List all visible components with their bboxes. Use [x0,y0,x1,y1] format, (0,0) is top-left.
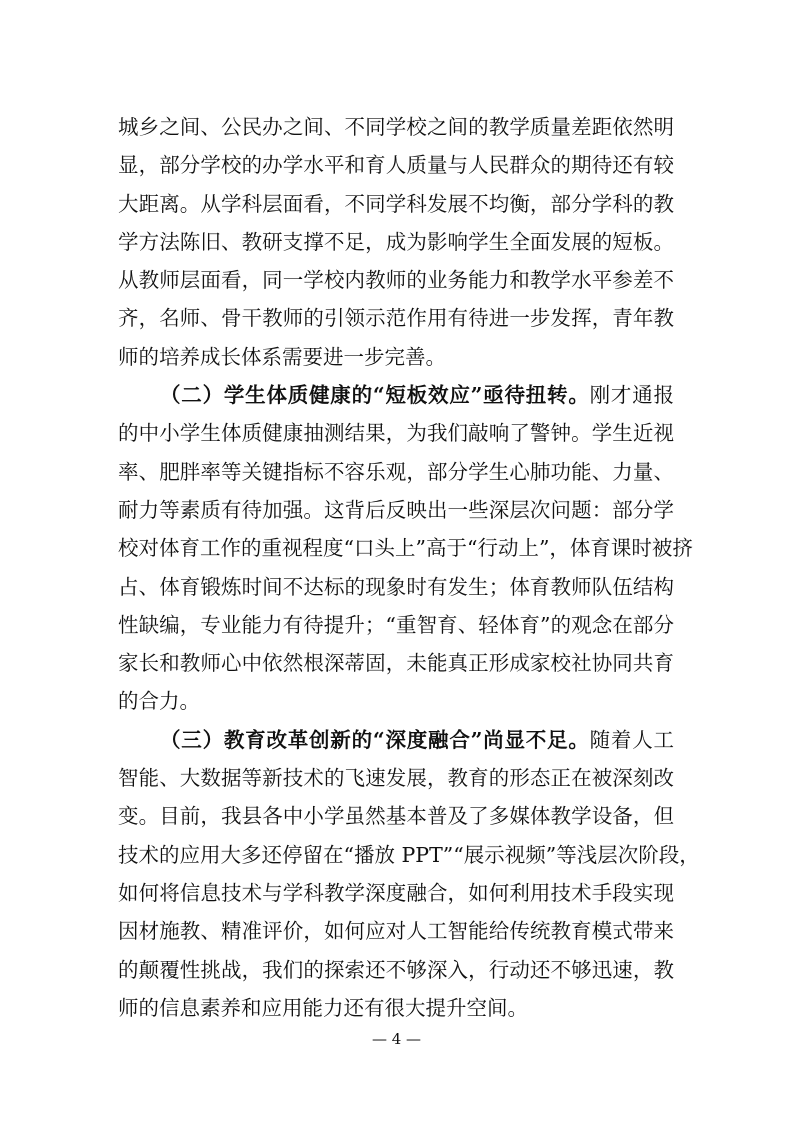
text-line [118,721,674,759]
line-text: 从教师层面看，同一学校内教师的业务能力和教学水平参差不 [118,268,674,293]
line-text: 大距离。从学科层面看，不同学科发展不均衡，部分学科的教 [118,191,674,216]
line-text: 占、体育锻炼时间不达标的现象时有发生；体育教师队伍结构 [118,574,674,599]
line-text: 变。目前，我县各中小学虽然基本普及了多媒体教学设备，但 [118,804,674,829]
text-line [118,376,674,414]
text-line [118,797,674,835]
line-text: 刚才通报 [589,383,674,408]
text-line [118,185,674,223]
page-number: — 4 — [371,1030,422,1048]
text-line [118,414,674,452]
text-line [118,606,674,644]
text-line [118,491,674,529]
text-line [118,568,674,606]
line-text: 学方法陈旧、教研支撑不足，成为影响学生全面发展的短板。 [118,229,674,254]
text-line [118,529,693,567]
text-line [118,759,674,797]
section-heading: （二）学生体质健康的“短板效应”亟待扭转。 [160,383,590,408]
text-line [118,299,674,337]
text-line [118,836,700,874]
text-line [118,453,674,491]
text-line [118,261,674,299]
paragraph [118,108,674,376]
text-line [118,108,674,146]
line-text: 家长和教师心中依然根深蒂固，未能真正形成家校社协同共育 [118,651,674,676]
text-line [118,912,674,950]
text-line [118,951,674,989]
section-heading: （三）教育改革创新的“深度融合”尚显不足。 [160,727,590,752]
text-line [118,338,674,376]
line-text: 齐，名师、骨干教师的引领示范作用有待进一步发挥，青年教 [118,306,674,331]
line-text: 技术的应用大多还停留在“播放 PPT”“展示视频”等浅层次阶段， [118,842,700,867]
text-line [118,874,674,912]
line-text: 校对体育工作的重视程度“口头上”高于“行动上”，体育课时被挤 [118,536,693,561]
line-text: 智能、大数据等新技术的飞速发展，教育的形态正在被深刻改 [118,766,674,791]
line-text: 率、肥胖率等关键指标不容乐观，部分学生心肺功能、力量、 [118,459,674,484]
paragraph [118,376,693,721]
paragraph [118,721,700,1027]
line-text: 师的培养成长体系需要进一步完善。 [118,344,446,369]
document-body [118,108,700,1027]
text-line [118,146,674,184]
text-line [118,644,674,682]
line-text: 的中小学生体质健康抽测结果，为我们敲响了警钟。学生近视 [118,421,674,446]
text-line [118,682,674,720]
line-text: 耐力等素质有待加强。这背后反映出一些深层次问题：部分学 [118,497,674,522]
text-line [118,223,674,261]
line-text: 显，部分学校的办学水平和育人质量与人民群众的期待还有较 [118,153,674,178]
line-text: 如何将信息技术与学科教学深度融合，如何利用技术手段实现 [118,880,674,905]
line-text: 因材施教、精准评价，如何应对人工智能给传统教育模式带来 [118,919,674,944]
line-text: 的颠覆性挑战，我们的探索还不够深入，行动还不够迅速，教 [118,957,674,982]
line-text: 师的信息素养和应用能力还有很大提升空间。 [118,995,528,1020]
text-line [118,989,674,1027]
line-text: 随着人工 [589,727,674,752]
line-text: 的合力。 [118,689,200,714]
line-text: 城乡之间、公民办之间、不同学校之间的教学质量差距依然明 [118,115,674,139]
line-text: 性缺编，专业能力有待提升；“重智育、轻体育”的观念在部分 [118,612,674,637]
